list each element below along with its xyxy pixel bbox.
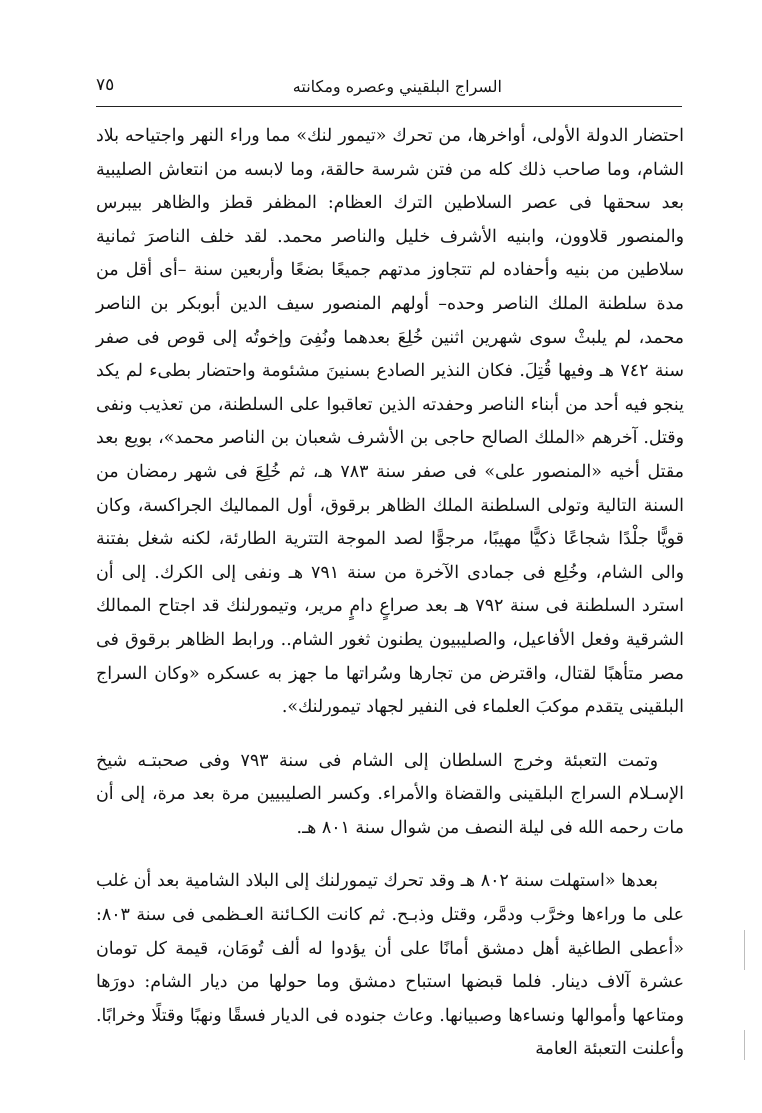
- scan-margin-mark: [744, 1030, 745, 1060]
- page-number: ٧٥: [96, 75, 115, 95]
- header-rule: [96, 106, 682, 107]
- paragraph-3: بعدها «استهلت سنة ٨٠٢ هـ وقد تحرك تيمورلنك إلى البلاد الشامية بعد أن غلب على ما وراءها وخرَّب ودمَّر، وقتل وذبـح. ثم كانت الكـائنة العـظمى فى سنة ٨٠٣: «أعطى الطاغية أهل دمشق أمانًا على أن يؤدوا له ألف تُومَان، قيمة كل تومان عشرة آلاف دينار. فلما قبضها استباح دمشق وما حولها من ديار الشام: دورَها ومتاعها وأموالها ونساءها وصبيانها. وعاث جنوده فى الديار فسقًا ونهبًا وقتلًا وخرابًا. وأعلنت التعبئة العامة: [96, 871, 684, 1060]
- running-title: السراج البلقيني وعصره ومكانته: [292, 77, 502, 96]
- page-header: [96, 70, 682, 104]
- body-text: [96, 120, 684, 1067]
- paragraph-1: احتضار الدولة الأولى، أواخرها، من تحرك «تيمور لنك» مما وراء النهر واجتياحه بلاد الشام، وما صاحب ذلك كله من فتن شرسة حالقة، وما لابسه من انتعاش الصليبية بعد سحقها فى عصر السلاطين الترك العظام: المظفر قطز والظاهر بيبرس والمنصور قلاوون، وابنيه الأشرف خليل والناصر محمد. لقد خلف الناصرَ ثمانية سلاطين من بنيه وأحفاده لم تتجاوز مدتهم جميعًا بضعًا وأربعين سنة –أى أقل من مدة سلطنة الملك الناصر وحده– أولهم المنصور سيف الدين أبوبكر بن الناصر محمد، لم يلبثْ سوى شهرين اثنين خُلِعَ بعدهما ونُفِىَ وإخوتُه إلى قوص فى صفر سنة ٧٤٢ هـ وفيها قُتِلَ. فكان النذير الصادع بسنينَ مشئومة واحتضار بطىء لم يكد ينجو فيه أحد من أبناء الناصر وحفدته الذين تعاقبوا على السلطنة، من تعذيب ونفى وقتل. آخرهم «الملك الصالح حاجى بن الأشرف شعبان بن الناصر محمد»، بويع بعد مقتل أخيه «المنصور على» فى صفر سنة ٧٨٣ هـ، ثم خُلِعَ فى شهر رمضان من السنة التالية وتولى السلطنة الملك الظاهر برقوق، أول المماليك الجراكسة، وكان قويًّا جلْدًا شجاعًا ذكيًّا مهيبًا، مرجوًّا لصد الموجة التترية الطارئة، لكنه شغل بفتنة والى الشام، وخُلِع فى جمادى الآخرة من سنة ٧٩١ هـ ونفى إلى الكرك. إلى أن استرد السلطنة فى سنة ٧٩٢ هـ بعد صراعٍ دامٍ مرير، وتيمورلنك قد اجتاح الممالك الشرقية وفعل الأفاعيل، والصليبيون يطنون ثغور الشام.. ورابط الظاهر برقوق فى مصر متأهبًا لقتال، واقترض من تجارها وسُراتها ما جهز به عسكره «وكان السراج البلقينى يتقدم موكبَ العلماء فى النفير لجهاد تيمورلنك».: [96, 126, 684, 718]
- paragraph-2: وتمت التعبئة وخرج السلطان إلى الشام فى سنة ٧٩٣ وفى صحبتـه شيخ الإسـلام السراج البلقينى والقضاة والأمراء. وكسر الصليبيين مرة بعد مرة، إلى أن مات رحمه الله فى ليلة النصف من شوال سنة ٨٠١ هـ.: [96, 750, 684, 838]
- scan-margin-mark: [744, 930, 745, 970]
